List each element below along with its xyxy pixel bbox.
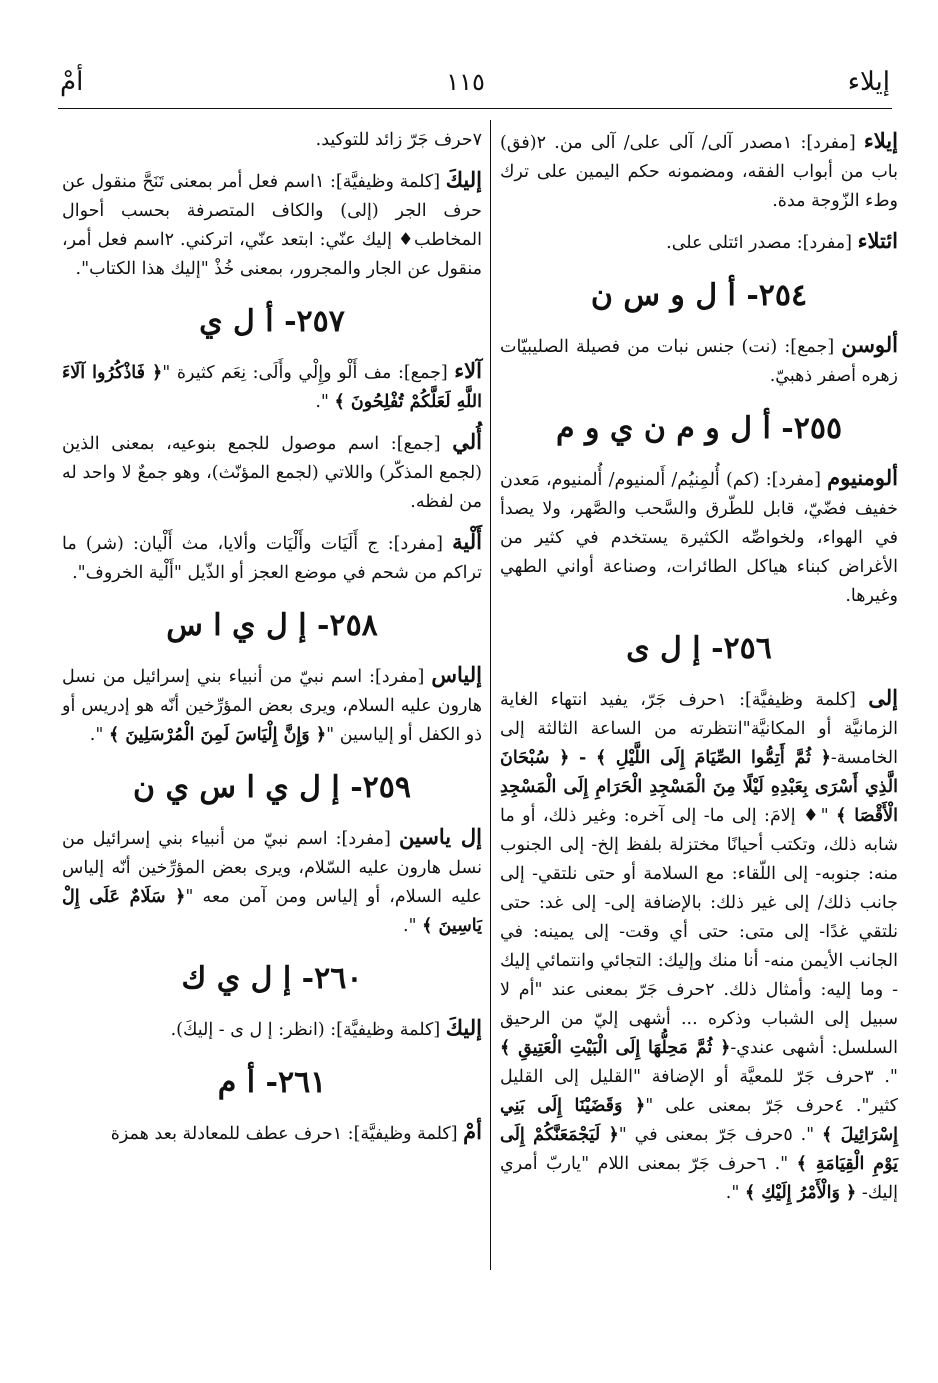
quran-quote: ﴿ وَإِنَّ إِلْيَاسَ لَمِنَ الْمُرْسَلِينَ ﴾	[108, 725, 327, 745]
headword: إل ياسين	[398, 824, 482, 849]
entry-itilaa	[500, 226, 898, 258]
header-rule	[58, 108, 892, 109]
section-heading-261: ٢٦١- أ م	[217, 1065, 327, 1100]
headword: إلى	[868, 685, 898, 710]
definition: "♦ إلامَ: إلى ما- إلى آخره: وغير ذلك، أو ما شابه ذلك، وتكتب أحيانًا مختزلة بلفظ إلخ- إلى الجنوب منه: جنوبه- إلى اللّقاء: مع السلامة أو حتى نلتقي- إلى جانب ذلك/ إلى غير ذلك: بالإضافة إلى- إلى غد: حتى نلتقي غدًا- إلى متى: حتى أي وقت- إلى يمينه: في الجانب الأيمن منه- أنا منك وإليك: التجائي وانتمائي إليك - وما إليه: وأمثال ذلك. ٢حرف جَرّ بمعنى عند "أم لا سبيل إلى الشباب وذكره ... أشهى إليّ من الرحيق السلسل: أشهى عندي-	[500, 806, 898, 1058]
definition: [كلمة وظيفيَّة]: ١اسم فعل أمر بمعنى تَنَحَّ منقول عن حرف الجر (إلى) والكاف المتصرفة بحسب أحوال المخاطب♦ إليك عنّي: ابتعد عنّي، اتركني. ٢اسم فعل أمر، منقول عن الجار والمجرور، بمعنى خُذْ "إليك هذا الكتاب".	[62, 172, 482, 279]
definition: [جمع]: (نت) جنس نبات من فصيلة الصليبيّات زهره أصفر ذهبيّ.	[500, 337, 898, 386]
definition: [مفرد]: (كم) أُلمِنيُم/ أَلمنيوم/ أُلمنيوم، مَعدن خفيف فضّيّ، قابل للطّرق والسَّحب والصَّهر، ولا يصدأ في الهواء، ولخواصِّه الكثيرة يستخدم في كثير من الأغراض كبناء هياكل الطائرات، وصناعة أواني الطهي وغيرها.	[500, 470, 898, 606]
left-column	[62, 126, 482, 1159]
entry-alaa	[62, 356, 482, 417]
entry-alya	[62, 527, 482, 588]
entry-iilaa	[500, 126, 898, 216]
definition: ". ٦حرف جَرّ بمعنى اللام "ياربّ أمري إليك-	[500, 1154, 898, 1203]
section-heading-259: ٢٥٩- إ ل ي ا س ي ن	[133, 770, 411, 805]
definition: [مفرد]: ج أَلَيَات وأَلْيَات وألايا، مث أَلْيان: (شر) ما تراكم من شحم في موضع العجز أو الذّيل "أَلْية الخروف".	[62, 534, 482, 583]
quran-quote: ﴿ سَلَامٌ عَلَى إِلْ يَاسِينَ ﴾	[62, 887, 482, 936]
definition: [مفرد]: ١مصدر آلى/ آلى على/ آلى من. ٢(فق) باب من أبواب الفقه، ومضمونه حكم اليمين على ترك وطء الزّوجة مدة.	[500, 133, 898, 211]
entry-am	[62, 1117, 482, 1149]
section-heading-260: ٢٦٠- إ ل ي ك	[181, 961, 363, 996]
headword: أُلي	[452, 429, 482, 454]
quran-quote: ﴿ لَيَجْمَعَنَّكُمْ إِلَى يَوْمِ الْقِيَامَةِ ﴾	[500, 1125, 899, 1174]
definition: ".	[89, 725, 109, 745]
definition: [جمع]: اسم موصول للجمع بنوعيه، بمعنى الذين (لجمع المذكّر) واللاتي (لجمع المؤنّث)، وهو جمعٌ لا واحد له من لفظه.	[62, 434, 482, 512]
headword: إليكَ	[445, 167, 482, 192]
section-heading-257: ٢٥٧- أ ل ي	[199, 304, 345, 339]
quran-quote: ﴿ ثُمَّ أَتِمُّوا الصِّيَامَ إِلَى اللَّيْلِ ﴾ - ﴿ سُبْحَانَ الَّذِي أَسْرَى بِعَبْدِهِ لَيْلًا مِنَ الْمَسْجِدِ الْحَرَامِ إِلَى الْمَسْجِدِ الْأَقْصَا ﴾	[500, 748, 899, 826]
entry-ilayka-2	[62, 1013, 482, 1045]
headword: أمْ	[463, 1119, 482, 1144]
definition: [مفرد]: مصدر ائتلى على.	[666, 233, 858, 253]
definition: [مفرد]: اسم نبيّ من أنبياء بني إسرائيل من نسل هارون عليه السلام، ويرى بعض المؤرِّخين أنّه هو إدريس أو ذو الكفل أو إلياسين "	[62, 667, 482, 745]
headword: ألومنيوم	[827, 465, 898, 490]
running-head-right: إيلاء	[847, 67, 890, 97]
entry-alwasn	[500, 330, 898, 391]
definition: ". ٣حرف جَرّ للمعيَّة أو الإضافة "القليل إلى القليل كثير". ٤حرف جَرّ بمعنى على "	[500, 1067, 898, 1116]
definition: [مفرد]: اسم نبيّ من أنبياء بني إسرائيل من نسل هارون عليه السّلام، ويرى بعض المؤرِّخين أنّه إلياس عليه السلام، أو إلياس ومن آمن معه "	[62, 829, 482, 907]
definition: ".	[402, 916, 423, 936]
headword: إيلاء	[863, 128, 898, 153]
entry-ilayka	[62, 165, 482, 284]
headword: أَلْية	[452, 529, 482, 554]
definition: ". ٥حرف جَرّ بمعنى في "	[618, 1125, 822, 1145]
right-column	[500, 126, 898, 1218]
definition: [كلمة وظيفيَّة]: (انظر: إ ل ى - إليكَ).	[170, 1020, 446, 1040]
quran-quote: ﴿ فَاذْكُرُوا آلَاءَ اللَّهِ لَعَلَّكُمْ تُفْلِحُونَ ﴾	[62, 363, 482, 412]
entry-ila	[500, 683, 898, 1208]
entry-aluminium	[500, 463, 898, 611]
definition: [كلمة وظيفيَّة]: ١حرف جَرّ، يفيد انتهاء الغاية الزمانيَّة أو المكانيَّة"انتظرته من الساعة الثالثة إلى الخامسة-	[500, 690, 898, 768]
entry-ilyas	[62, 660, 482, 750]
entry-uli	[62, 427, 482, 517]
headword: ألوسن	[841, 332, 898, 357]
running-head-left: أمْ	[60, 67, 84, 97]
definition: [كلمة وظيفيَّة]: ١حرف عطف للمعادلة بعد همزة	[110, 1124, 464, 1144]
section-heading-254: ٢٥٤- أ ل و س ن	[590, 278, 808, 313]
section-heading-258: ٢٥٨- إ ل ي ا س	[166, 608, 378, 643]
section-heading-255: ٢٥٥- أ ل و م ن ي و م	[555, 411, 843, 446]
page-header	[60, 62, 890, 102]
headword: ائتلاء	[857, 228, 898, 253]
column-divider	[490, 120, 491, 1270]
entry-ilyasin	[62, 822, 482, 941]
definition: [جمع]: مف أَلْو وإِلْي وأَلَى: نِعَم كثيرة "	[162, 363, 455, 383]
quran-quote: ﴿ ثُمَّ مَحِلُّهَا إِلَى الْبَيْتِ الْعَتِيقِ ﴾	[500, 1038, 731, 1058]
headword: آلاء	[454, 358, 482, 383]
quran-quote: ﴿ وَقَضَيْنَا إِلَى بَنِي إِسْرَائِيلَ ﴾	[500, 1096, 899, 1145]
headword: إلياس	[431, 662, 482, 687]
headword: إليكَ	[445, 1015, 482, 1040]
section-heading-256: ٢٥٦- إ ل ى	[626, 631, 772, 666]
definition: ".	[725, 1183, 745, 1203]
page-number: ١١٥	[446, 68, 485, 96]
continuation-line: ٧حرف جَرّ زائد للتوكيد.	[315, 130, 482, 150]
quran-quote: ﴿ وَالْأَمْرُ إِلَيْكِ ﴾	[744, 1183, 857, 1203]
definition: ".	[315, 392, 335, 412]
